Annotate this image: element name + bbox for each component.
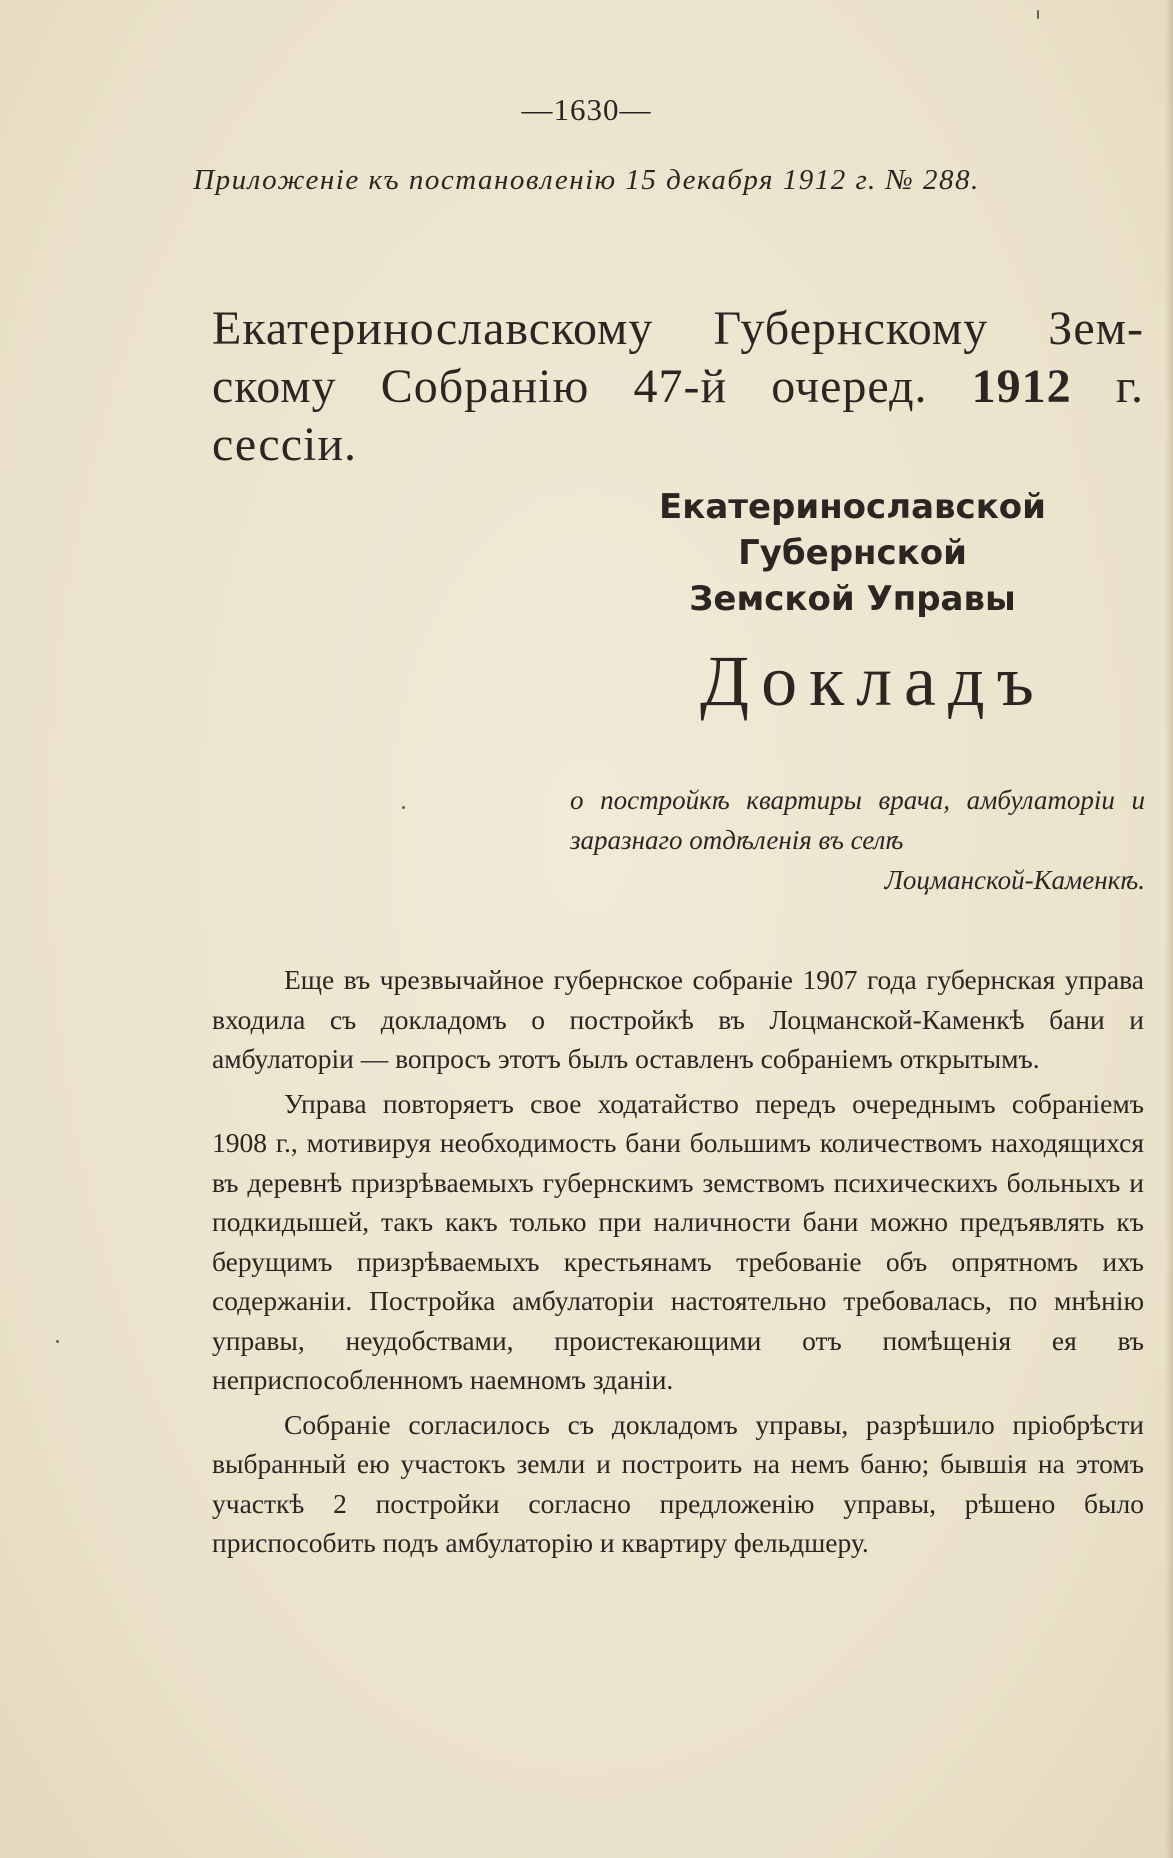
issuer-line-1: Екатеринославской Губернской [659, 487, 1046, 573]
addressee-line-1: Екатеринославскому Губернскому Зем- [212, 302, 1144, 355]
addressee-line-2 [212, 358, 1144, 474]
subject-last-line: Лоцманской-Каменкѣ. [884, 865, 1145, 895]
paragraph-1: Еще въ чрезвычайное губернское собраніе 1907 года губернская управа входила съ докладомъ о постройкѣ въ Лоцманской-Каменкѣ бани и амбулаторіи — вопросъ этотъ былъ оставленъ собраніемъ открытымъ. [212, 964, 1144, 1074]
paragraph-2: Управа повторяетъ свое ходатайство передъ очереднымъ собраніемъ 1908 г., мотивируя необходимость бани большимъ количествомъ находящихся въ деревнѣ призрѣваемыхъ губернскимъ земствомъ психическихъ больныхъ и подкидышей, такъ какъ только при наличности бани можно предъявлять къ берущимъ призрѣваемыхъ крестьянамъ требованіе объ опрятномъ ихъ содержаніи. Постройка амбулаторіи настоятельно требовалась, по мнѣнію управы, неудобствами, проистекающими отъ помѣщенія ея въ неприспособленномъ наемномъ зданіи. [212, 1087, 1144, 1395]
issuer-line-2: Земской Управы [689, 579, 1016, 619]
scan-speck [402, 806, 405, 809]
report-subject [570, 780, 1145, 900]
scan-mark [1037, 10, 1039, 19]
scan-speck [56, 1340, 59, 1343]
addressee-heading [212, 300, 1144, 474]
appendix-note: Приложеніе къ постановленію 15 декабря 1912 г. № 288. [193, 164, 980, 196]
document-title: Докладъ [700, 641, 1046, 721]
subject-text: о постройкѣ квартиры врача, амбулаторіи и заразнаго отдѣленія въ селѣ [570, 785, 1145, 855]
addressee-line-2-start: скому Собранію 47-й очеред. [212, 360, 972, 413]
addressee-year: 1912 [971, 360, 1072, 413]
addressee-line-2-end: г. сессіи. [212, 360, 1144, 471]
page-number: —1630— [521, 92, 652, 127]
issuer-heading [560, 484, 1145, 622]
paragraph-3: Собраніе согласилось съ докладомъ управы, разрѣшило пріобрѣсти выбранный ею участокъ земли и построить на немъ баню; бывшія на этомъ участкѣ 2 постройки согласно предложенію управы, рѣшено было приспособить подъ амбулаторію и квартиру фельдшеру. [212, 1408, 1144, 1558]
body-text [212, 960, 1144, 1568]
page-edge-shadow [1165, 0, 1173, 1858]
